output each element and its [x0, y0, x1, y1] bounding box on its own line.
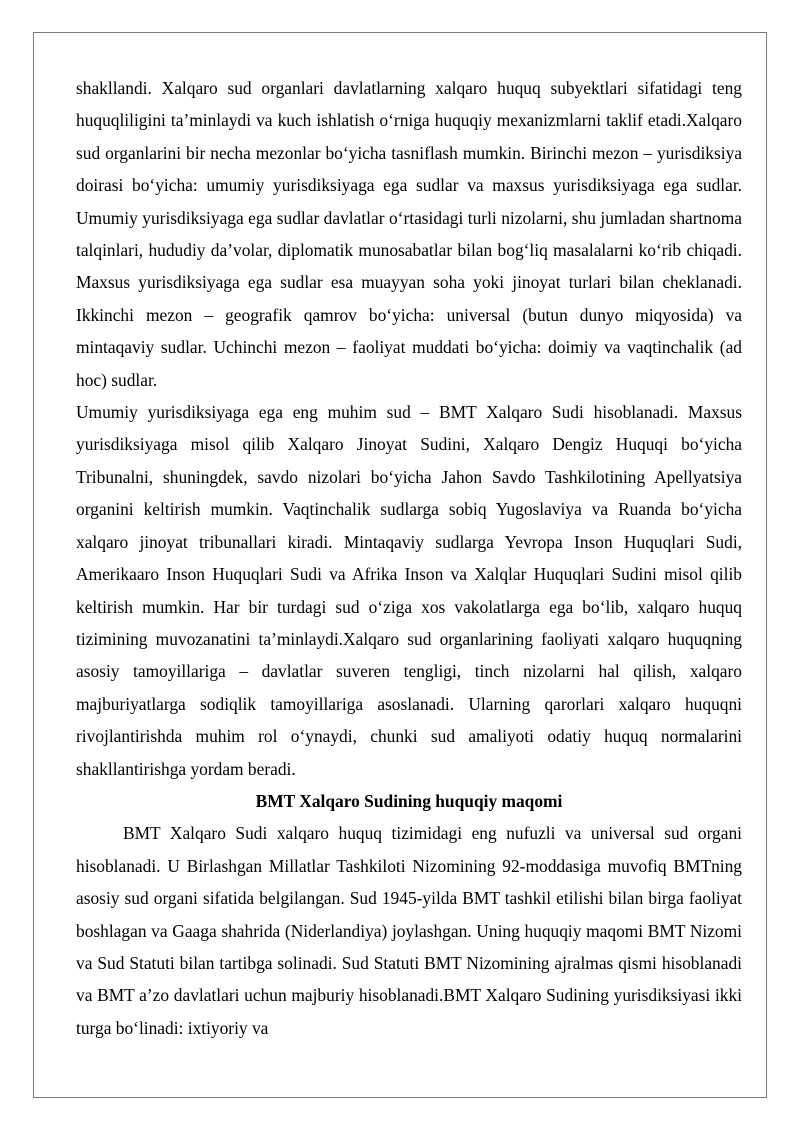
document-body: [76, 72, 742, 1044]
section-heading: BMT Xalqaro Sudining huquqiy maqomi: [255, 790, 563, 811]
paragraph-icj-status: BMT Xalqaro Sudi xalqaro huquq tizimidagi eng nufuzli va universal sud organi hisoblanadi. U Birlashgan Millatlar Tashkiloti Nizomining 92-moddasiga muvofiq BMTning asosiy sud organi sifatida belgilangan. Sud 1945-yilda BMT tashkil etilishi bilan birga faoliyat boshlagan va Gaaga shahrida (Niderlandiya) joylashgan. Uning huquqiy maqomi BMT Nizomi va Sud Statuti bilan tartibga solinadi. Sud Statuti BMT Nizomining ajralmas qismi hisoblanadi va BMT a’zo davlatlari uchun majburiy hisoblanadi.BMT Xalqaro Sudining yurisdiksiyasi ikki turga bo‘linadi: ixtiyoriy va: [76, 823, 742, 1038]
paragraph-court-examples: Umumiy yurisdiksiyaga ega eng muhim sud – BMT Xalqaro Sudi hisoblanadi. Maxsus yurisdiksiyaga misol qilib Xalqaro Jinoyat Sudini, Xalqaro Dengiz Huquqi bo‘yicha Tribunalni, shuningdek, savdo nizolari bo‘yicha Jahon Savdo Tashkilotining Apellyatsiya organini keltirish mumkin. Vaqtinchalik sudlarga sobiq Yugoslaviya va Ruanda bo‘yicha xalqaro jinoyat tribunallari kiradi. Mintaqaviy sudlarga Yevropa Inson Huquqlari Sudi, Amerikaaro Inson Huquqlari Sudi va Afrika Inson va Xalqlar Huquqlari Sudini misol qilib keltirish mumkin. Har bir turdagi sud o‘ziga xos vakolatlarga ega bo‘lib, xalqaro huquq tizimining muvozanatini ta’minlaydi.Xalqaro sud organlarining faoliyati xalqaro huquqning asosiy tamoyillariga – davlatlar suveren tengligi, tinch nizolarni hal qilish, xalqaro majburiyatlarga sodiqlik tamoyillariga asoslanadi. Ularning qarorlari xalqaro huquqni rivojlantirishda muhim rol o‘ynaydi, chunki sud amaliyoti odatiy huquq normalarini shakllantirishga yordam beradi.: [76, 402, 742, 779]
paragraph-classification: shakllandi. Xalqaro sud organlari davlatlarning xalqaro huquq subyektlari sifatidagi teng huquqliligini ta’minlaydi va kuch ishlatish o‘rniga huquqiy mexanizmlarni taklif etadi.Xalqaro sud organlarini bir necha mezonlar bo‘yicha tasniflash mumkin. Birinchi mezon – yurisdiksiya doirasi bo‘yicha: umumiy yurisdiksiyaga ega sudlar va maxsus yurisdiksiyaga ega sudlar. Umumiy yurisdiksiyaga ega sudlar davlatlar o‘rtasidagi turli nizolarni, shu jumladan shartnoma talqinlari, hududiy da’volar, diplomatik munosabatlar bilan bog‘liq masalalarni ko‘rib chiqadi. Maxsus yurisdiksiyaga ega sudlar esa muayyan soha yoki jinoyat turlari bilan cheklanadi. Ikkinchi mezon – geografik qamrov bo‘yicha: universal (butun dunyo miqyosida) va mintaqaviy sudlar. Uchinchi mezon – faoliyat muddati bo‘yicha: doimiy va vaqtinchalik (ad hoc) sudlar.: [76, 78, 742, 390]
